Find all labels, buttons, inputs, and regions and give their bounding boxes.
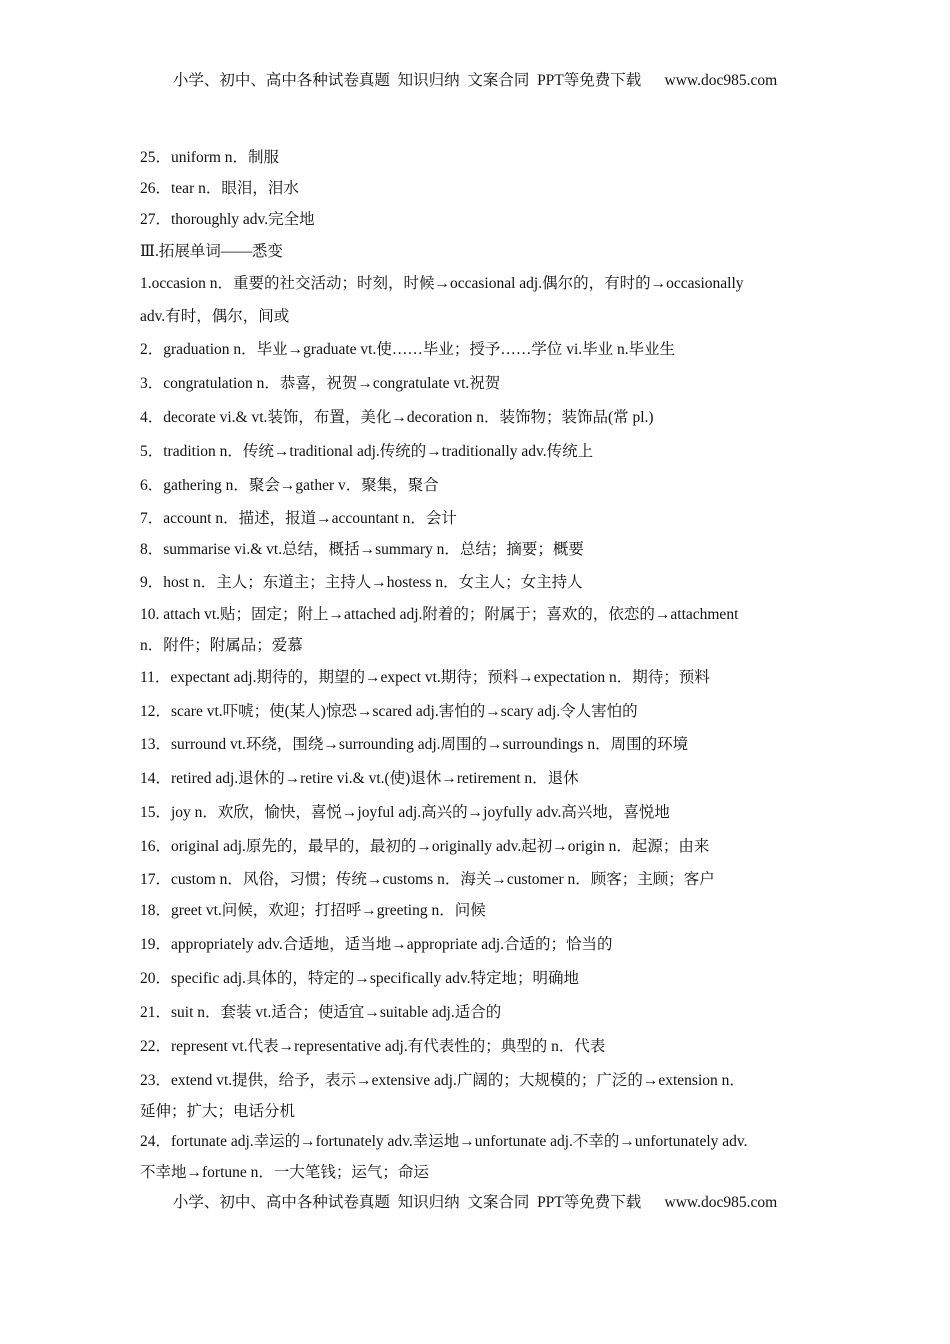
vocab-entry: 11．expectant adj.期待的，期望的→expect vt.期待；预料→expectation n．期待；预料 — [140, 669, 710, 686]
vocab-entry-continued: 延伸；扩大；电话分机 — [140, 1103, 296, 1120]
vocab-item: 25．uniform n．制服 — [140, 149, 280, 166]
vocab-entry-continued: adv.有时，偶尔，间或 — [140, 308, 290, 325]
vocab-item: 26．tear n．眼泪，泪水 — [140, 180, 299, 197]
vocab-entry: 13．surround vt.环绕，围绕→surrounding adj.周围的→surroundings n．周围的环境 — [140, 736, 689, 753]
vocab-entry: 12．scare vt.吓唬；使(某人)惊恐→scared adj.害怕的→scary adj.令人害怕的 — [140, 703, 638, 720]
vocab-entry: 7．account n．描述，报道→accountant n．会计 — [140, 510, 457, 527]
vocab-entry: 24．fortunate adj.幸运的→fortunately adv.幸运地→unfortunate adj.不幸的→unfortunately adv. — [140, 1133, 748, 1150]
vocab-entry: 15．joy n．欢欣，愉快，喜悦→joyful adj.高兴的→joyfully adv.高兴地，喜悦地 — [140, 804, 670, 821]
page-header: 小学、初中、高中各种试卷真题 知识归纳 文案合同 PPT等免费下载 www.doc985.com — [172, 72, 778, 89]
vocab-entry: 17．custom n．风俗，习惯；传统→customs n．海关→customer n．顾客；主顾；客户 — [140, 871, 715, 888]
vocab-entry: 22．represent vt.代表→representative adj.有代表性的；典型的 n．代表 — [140, 1038, 606, 1055]
vocab-entry: 8．summarise vi.& vt.总结，概括→summary n．总结；摘要；概要 — [140, 541, 584, 558]
vocab-entry: 20．specific adj.具体的，特定的→specifically adv.特定地；明确地 — [140, 970, 579, 987]
section-title: Ⅲ.拓展单词——悉变 — [140, 243, 283, 260]
vocab-entry: 19．appropriately adv.合适地，适当地→appropriate adj.合适的；恰当的 — [140, 936, 613, 953]
vocab-entry: 21．suit n．套装 vt.适合；使适宜→suitable adj.适合的 — [140, 1004, 502, 1021]
vocab-entry: 10. attach vt.贴；固定；附上→attached adj.附着的；附属于；喜欢的，依恋的→attachment — [140, 606, 739, 623]
vocab-entry: 5．tradition n．传统→traditional adj.传统的→traditionally adv.传统上 — [140, 443, 594, 460]
vocab-entry: 3．congratulation n．恭喜，祝贺→congratulate vt.祝贺 — [140, 375, 501, 392]
vocab-entry: 14．retired adj.退休的→retire vi.& vt.(使)退休→retirement n．退休 — [140, 770, 579, 787]
vocab-entry: 6．gathering n．聚会→gather v．聚集，聚合 — [140, 477, 439, 494]
vocab-entry-continued: n．附件；附属品；爱慕 — [140, 637, 303, 654]
vocab-entry: 1.occasion n．重要的社交活动；时刻，时候→occasional adj.偶尔的，有时的→occasionally — [140, 275, 744, 292]
vocab-entry: 9．host n．主人；东道主；主持人→hostess n．女主人；女主持人 — [140, 574, 583, 591]
vocab-entry: 4．decorate vi.& vt.装饰，布置，美化→decoration n．装饰物；装饰品(常 pl.) — [140, 409, 654, 426]
vocab-entry-continued: 不幸地→fortune n．一大笔钱；运气；命运 — [140, 1164, 429, 1181]
vocab-entry: 16．original adj.原先的，最早的，最初的→originally adv.起初→origin n．起源；由来 — [140, 838, 710, 855]
page-footer: 小学、初中、高中各种试卷真题 知识归纳 文案合同 PPT等免费下载 www.doc985.com — [172, 1194, 778, 1211]
vocab-entry: 18．greet vt.问候，欢迎；打招呼→greeting n．问候 — [140, 902, 486, 919]
vocab-entry: 2．graduation n．毕业→graduate vt.使……毕业；授予……学位 vi.毕业 n.毕业生 — [140, 341, 676, 358]
vocab-item: 27．thoroughly adv.完全地 — [140, 211, 315, 228]
vocab-entry: 23．extend vt.提供，给予，表示→extensive adj.广阔的；大规模的；广泛的→extension n． — [140, 1072, 745, 1089]
